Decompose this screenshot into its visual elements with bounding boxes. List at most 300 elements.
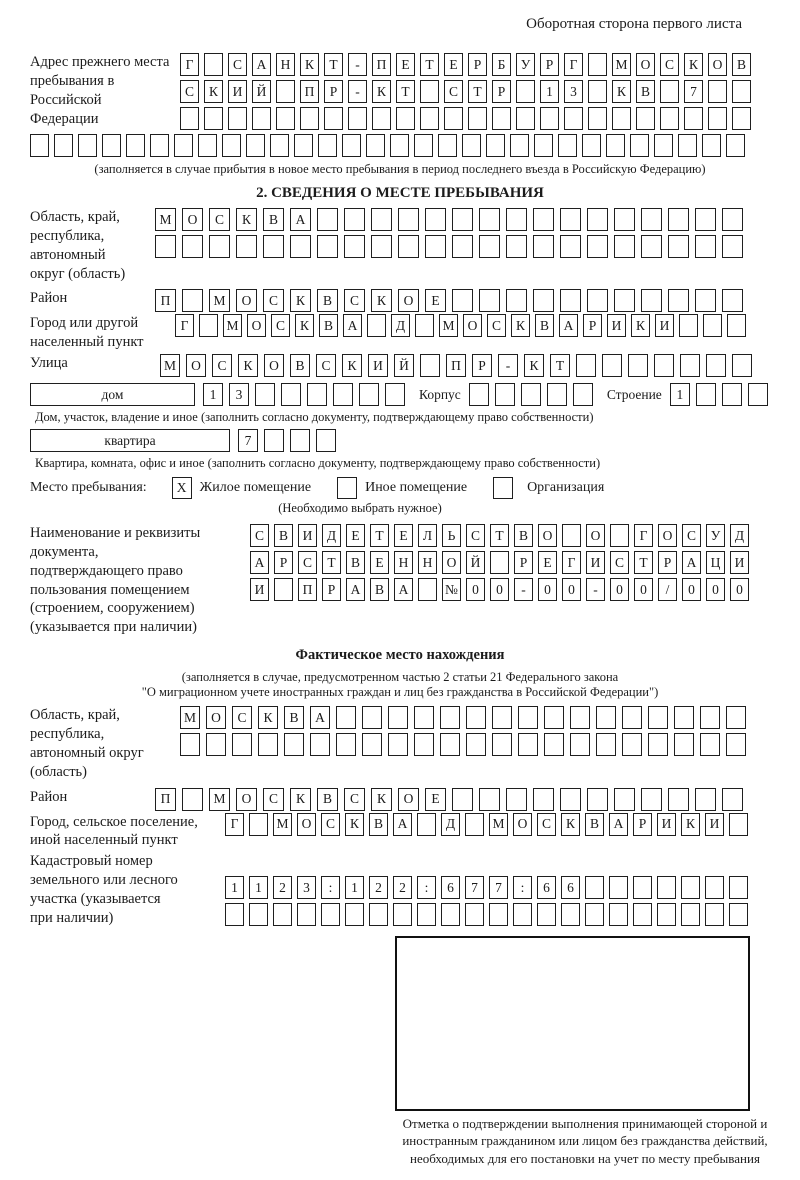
form-cell[interactable] — [452, 289, 473, 312]
form-cell[interactable] — [420, 354, 440, 377]
form-cell[interactable] — [155, 235, 176, 258]
form-cell[interactable]: К — [342, 354, 362, 377]
form-cell[interactable] — [344, 208, 365, 231]
form-cell[interactable] — [78, 134, 97, 157]
form-cell[interactable]: У — [516, 53, 535, 76]
form-cell[interactable]: Т — [420, 53, 439, 76]
form-cell[interactable] — [681, 903, 700, 926]
form-cell[interactable] — [722, 289, 743, 312]
form-cell[interactable]: К — [300, 53, 319, 76]
form-cell[interactable]: 3 — [297, 876, 316, 899]
form-cell[interactable] — [660, 80, 679, 103]
form-cell[interactable] — [490, 551, 509, 574]
form-cell[interactable]: В — [319, 314, 338, 337]
form-cell[interactable] — [612, 107, 631, 130]
form-cell[interactable]: Г — [180, 53, 199, 76]
form-cell[interactable]: - — [348, 53, 367, 76]
form-cell[interactable]: А — [252, 53, 271, 76]
form-cell[interactable] — [414, 134, 433, 157]
form-cell[interactable] — [489, 903, 508, 926]
form-cell[interactable]: И — [250, 578, 269, 601]
form-cell[interactable]: Е — [425, 289, 446, 312]
form-cell[interactable]: М — [273, 813, 292, 836]
form-cell[interactable]: К — [204, 80, 223, 103]
form-cell[interactable] — [204, 107, 223, 130]
form-cell[interactable] — [648, 733, 668, 756]
form-cell[interactable] — [585, 876, 604, 899]
form-cell[interactable] — [465, 813, 484, 836]
form-cell[interactable] — [585, 903, 604, 926]
form-cell[interactable]: С — [660, 53, 679, 76]
form-cell[interactable] — [560, 208, 581, 231]
form-cell[interactable] — [596, 733, 616, 756]
form-cell[interactable] — [492, 107, 511, 130]
form-cell[interactable] — [748, 383, 768, 406]
form-cell[interactable] — [222, 134, 241, 157]
form-cell[interactable] — [679, 314, 698, 337]
form-cell[interactable] — [390, 134, 409, 157]
form-cell[interactable]: К — [295, 314, 314, 337]
form-cell[interactable] — [534, 134, 553, 157]
stay-type-checkbox-0[interactable]: X — [172, 477, 192, 499]
form-cell[interactable] — [726, 134, 745, 157]
form-cell[interactable]: А — [343, 314, 362, 337]
form-cell[interactable]: С — [344, 289, 365, 312]
form-cell[interactable]: А — [346, 578, 365, 601]
form-cell[interactable]: А — [394, 578, 413, 601]
form-cell[interactable] — [633, 876, 652, 899]
form-cell[interactable] — [547, 383, 567, 406]
form-cell[interactable]: А — [310, 706, 330, 729]
form-cell[interactable] — [576, 354, 596, 377]
form-cell[interactable] — [678, 134, 697, 157]
form-cell[interactable] — [695, 289, 716, 312]
form-cell[interactable] — [415, 314, 434, 337]
form-cell[interactable]: К — [681, 813, 700, 836]
form-cell[interactable] — [674, 706, 694, 729]
form-cell[interactable]: Д — [391, 314, 410, 337]
form-cell[interactable] — [641, 235, 662, 258]
form-cell[interactable] — [606, 134, 625, 157]
form-cell[interactable] — [558, 134, 577, 157]
form-cell[interactable]: В — [263, 208, 284, 231]
form-cell[interactable] — [225, 903, 244, 926]
form-cell[interactable] — [506, 788, 527, 811]
form-cell[interactable] — [588, 107, 607, 130]
form-cell[interactable]: Й — [252, 80, 271, 103]
form-cell[interactable]: И — [657, 813, 676, 836]
form-cell[interactable]: Ц — [706, 551, 725, 574]
form-cell[interactable] — [414, 733, 434, 756]
form-cell[interactable] — [727, 314, 746, 337]
form-cell[interactable]: Т — [550, 354, 570, 377]
form-cell[interactable] — [479, 289, 500, 312]
form-cell[interactable]: С — [263, 289, 284, 312]
form-cell[interactable]: 2 — [393, 876, 412, 899]
form-cell[interactable]: О — [398, 788, 419, 811]
form-cell[interactable]: Е — [370, 551, 389, 574]
form-cell[interactable]: С — [537, 813, 556, 836]
form-cell[interactable]: Г — [634, 524, 653, 547]
form-cell[interactable] — [570, 706, 590, 729]
form-cell[interactable] — [540, 107, 559, 130]
form-cell[interactable]: - — [514, 578, 533, 601]
form-cell[interactable] — [396, 107, 415, 130]
form-cell[interactable]: Е — [444, 53, 463, 76]
form-cell[interactable]: Р — [492, 80, 511, 103]
form-cell[interactable]: В — [369, 813, 388, 836]
form-cell[interactable]: В — [585, 813, 604, 836]
form-cell[interactable]: С — [298, 551, 317, 574]
form-cell[interactable]: К — [684, 53, 703, 76]
form-cell[interactable] — [444, 107, 463, 130]
form-cell[interactable]: К — [511, 314, 530, 337]
form-cell[interactable] — [614, 788, 635, 811]
form-cell[interactable] — [252, 107, 271, 130]
form-cell[interactable] — [510, 134, 529, 157]
form-cell[interactable]: А — [609, 813, 628, 836]
form-cell[interactable] — [290, 235, 311, 258]
form-cell[interactable]: И — [368, 354, 388, 377]
form-cell[interactable]: 1 — [540, 80, 559, 103]
form-cell[interactable] — [596, 706, 616, 729]
form-cell[interactable] — [533, 289, 554, 312]
form-cell[interactable] — [708, 107, 727, 130]
form-cell[interactable]: А — [393, 813, 412, 836]
form-cell[interactable] — [518, 733, 538, 756]
form-cell[interactable] — [479, 235, 500, 258]
form-cell[interactable]: 0 — [682, 578, 701, 601]
form-cell[interactable]: М — [612, 53, 631, 76]
form-cell[interactable]: Н — [276, 53, 295, 76]
form-cell[interactable]: Т — [370, 524, 389, 547]
form-cell[interactable]: Е — [538, 551, 557, 574]
form-cell[interactable] — [438, 134, 457, 157]
form-cell[interactable]: С — [250, 524, 269, 547]
form-cell[interactable] — [255, 383, 275, 406]
form-cell[interactable]: Е — [425, 788, 446, 811]
form-cell[interactable] — [276, 80, 295, 103]
form-cell[interactable] — [521, 383, 541, 406]
form-cell[interactable] — [393, 903, 412, 926]
form-cell[interactable]: В — [535, 314, 554, 337]
form-cell[interactable] — [182, 289, 203, 312]
form-cell[interactable] — [729, 876, 748, 899]
form-cell[interactable] — [479, 208, 500, 231]
form-cell[interactable]: П — [155, 788, 176, 811]
form-cell[interactable] — [722, 208, 743, 231]
form-cell[interactable]: К — [371, 788, 392, 811]
form-cell[interactable] — [633, 903, 652, 926]
form-cell[interactable] — [560, 235, 581, 258]
form-cell[interactable]: М — [160, 354, 180, 377]
form-cell[interactable] — [708, 80, 727, 103]
form-cell[interactable] — [722, 383, 742, 406]
form-cell[interactable] — [680, 354, 700, 377]
form-cell[interactable] — [700, 706, 720, 729]
form-cell[interactable] — [385, 383, 405, 406]
form-cell[interactable] — [281, 383, 301, 406]
form-cell[interactable] — [614, 289, 635, 312]
form-cell[interactable]: Р — [583, 314, 602, 337]
form-cell[interactable] — [516, 80, 535, 103]
form-cell[interactable] — [544, 706, 564, 729]
form-cell[interactable]: О — [297, 813, 316, 836]
form-cell[interactable] — [506, 235, 527, 258]
form-cell[interactable]: М — [223, 314, 242, 337]
form-cell[interactable]: О — [538, 524, 557, 547]
form-cell[interactable]: Г — [564, 53, 583, 76]
form-cell[interactable] — [317, 235, 338, 258]
form-cell[interactable]: К — [290, 289, 311, 312]
form-cell[interactable] — [695, 208, 716, 231]
form-cell[interactable]: 0 — [538, 578, 557, 601]
form-cell[interactable]: И — [228, 80, 247, 103]
form-cell[interactable]: О — [636, 53, 655, 76]
form-cell[interactable] — [274, 578, 293, 601]
form-cell[interactable] — [452, 235, 473, 258]
form-cell[interactable] — [609, 903, 628, 926]
form-cell[interactable]: А — [682, 551, 701, 574]
form-cell[interactable] — [614, 235, 635, 258]
form-cell[interactable]: У — [706, 524, 725, 547]
form-cell[interactable]: С — [487, 314, 506, 337]
form-cell[interactable] — [462, 134, 481, 157]
form-cell[interactable]: К — [372, 80, 391, 103]
form-cell[interactable]: 7 — [465, 876, 484, 899]
form-cell[interactable]: Д — [441, 813, 460, 836]
form-cell[interactable] — [732, 80, 751, 103]
form-cell[interactable] — [641, 208, 662, 231]
form-cell[interactable]: С — [610, 551, 629, 574]
form-cell[interactable]: Е — [396, 53, 415, 76]
form-cell[interactable] — [722, 788, 743, 811]
form-cell[interactable]: Й — [466, 551, 485, 574]
form-cell[interactable]: - — [498, 354, 518, 377]
form-cell[interactable]: П — [300, 80, 319, 103]
form-cell[interactable] — [348, 107, 367, 130]
form-cell[interactable]: К — [345, 813, 364, 836]
form-cell[interactable] — [342, 134, 361, 157]
form-cell[interactable]: М — [489, 813, 508, 836]
form-cell[interactable] — [180, 733, 200, 756]
form-cell[interactable]: 7 — [238, 429, 258, 452]
form-cell[interactable]: О — [398, 289, 419, 312]
form-cell[interactable] — [258, 733, 278, 756]
form-cell[interactable]: Н — [418, 551, 437, 574]
form-cell[interactable]: С — [271, 314, 290, 337]
form-cell[interactable] — [228, 107, 247, 130]
form-cell[interactable]: Т — [468, 80, 487, 103]
form-cell[interactable] — [180, 107, 199, 130]
form-cell[interactable] — [206, 733, 226, 756]
form-cell[interactable]: Р — [468, 53, 487, 76]
form-cell[interactable] — [533, 208, 554, 231]
form-cell[interactable] — [276, 107, 295, 130]
form-cell[interactable]: Е — [346, 524, 365, 547]
form-cell[interactable] — [610, 524, 629, 547]
form-cell[interactable] — [628, 354, 648, 377]
form-cell[interactable]: С — [228, 53, 247, 76]
form-cell[interactable] — [700, 733, 720, 756]
form-cell[interactable]: П — [298, 578, 317, 601]
form-cell[interactable]: Г — [562, 551, 581, 574]
form-cell[interactable]: С — [344, 788, 365, 811]
form-cell[interactable]: К — [561, 813, 580, 836]
form-cell[interactable] — [588, 53, 607, 76]
form-cell[interactable] — [418, 578, 437, 601]
form-cell[interactable]: П — [446, 354, 466, 377]
form-cell[interactable] — [441, 903, 460, 926]
form-cell[interactable]: Р — [514, 551, 533, 574]
form-cell[interactable] — [573, 383, 593, 406]
form-cell[interactable] — [398, 208, 419, 231]
form-cell[interactable]: Т — [322, 551, 341, 574]
form-cell[interactable] — [641, 289, 662, 312]
form-cell[interactable]: С — [466, 524, 485, 547]
form-cell[interactable] — [513, 903, 532, 926]
form-cell[interactable] — [668, 208, 689, 231]
form-cell[interactable]: О — [206, 706, 226, 729]
form-cell[interactable]: Т — [396, 80, 415, 103]
form-cell[interactable] — [668, 289, 689, 312]
form-cell[interactable] — [371, 235, 392, 258]
form-cell[interactable] — [564, 107, 583, 130]
form-cell[interactable] — [705, 876, 724, 899]
form-cell[interactable]: И — [655, 314, 674, 337]
form-cell[interactable]: Ь — [442, 524, 461, 547]
form-cell[interactable] — [479, 788, 500, 811]
form-cell[interactable] — [561, 903, 580, 926]
form-cell[interactable] — [486, 134, 505, 157]
form-cell[interactable]: 3 — [229, 383, 249, 406]
form-cell[interactable] — [654, 354, 674, 377]
form-cell[interactable] — [290, 429, 310, 452]
form-cell[interactable]: О — [186, 354, 206, 377]
form-cell[interactable]: И — [586, 551, 605, 574]
form-cell[interactable] — [587, 289, 608, 312]
form-cell[interactable] — [452, 788, 473, 811]
form-cell[interactable]: К — [258, 706, 278, 729]
form-cell[interactable]: С — [212, 354, 232, 377]
form-cell[interactable]: В — [636, 80, 655, 103]
form-cell[interactable]: С — [232, 706, 252, 729]
form-cell[interactable] — [246, 134, 265, 157]
form-cell[interactable]: Р — [324, 80, 343, 103]
form-cell[interactable] — [533, 788, 554, 811]
form-cell[interactable] — [321, 903, 340, 926]
form-cell[interactable]: В — [290, 354, 310, 377]
form-cell[interactable]: А — [290, 208, 311, 231]
form-cell[interactable]: Г — [175, 314, 194, 337]
form-cell[interactable] — [367, 314, 386, 337]
form-cell[interactable]: М — [209, 289, 230, 312]
form-cell[interactable]: С — [682, 524, 701, 547]
form-cell[interactable] — [372, 107, 391, 130]
form-cell[interactable]: Й — [394, 354, 414, 377]
form-cell[interactable] — [310, 733, 330, 756]
form-cell[interactable]: В — [274, 524, 293, 547]
form-cell[interactable] — [469, 383, 489, 406]
form-cell[interactable] — [726, 733, 746, 756]
form-cell[interactable]: Е — [394, 524, 413, 547]
form-cell[interactable]: : — [321, 876, 340, 899]
form-cell[interactable] — [199, 314, 218, 337]
form-cell[interactable] — [588, 80, 607, 103]
form-cell[interactable] — [388, 733, 408, 756]
form-cell[interactable]: Р — [658, 551, 677, 574]
form-cell[interactable] — [236, 235, 257, 258]
form-cell[interactable]: В — [317, 289, 338, 312]
form-cell[interactable] — [657, 903, 676, 926]
form-cell[interactable]: 7 — [489, 876, 508, 899]
form-cell[interactable] — [562, 524, 581, 547]
form-cell[interactable] — [420, 107, 439, 130]
form-cell[interactable]: К — [631, 314, 650, 337]
form-cell[interactable]: 1 — [203, 383, 223, 406]
form-cell[interactable]: О — [247, 314, 266, 337]
form-cell[interactable] — [533, 235, 554, 258]
form-cell[interactable]: 0 — [706, 578, 725, 601]
form-cell[interactable] — [660, 107, 679, 130]
form-cell[interactable]: 0 — [466, 578, 485, 601]
form-cell[interactable] — [703, 314, 722, 337]
form-cell[interactable]: 2 — [273, 876, 292, 899]
form-cell[interactable] — [284, 733, 304, 756]
form-cell[interactable]: М — [180, 706, 200, 729]
form-cell[interactable] — [30, 134, 49, 157]
form-cell[interactable]: Т — [490, 524, 509, 547]
form-cell[interactable]: О — [442, 551, 461, 574]
form-cell[interactable] — [440, 733, 460, 756]
form-cell[interactable] — [495, 383, 515, 406]
form-cell[interactable] — [706, 354, 726, 377]
form-cell[interactable] — [722, 235, 743, 258]
form-cell[interactable] — [657, 876, 676, 899]
form-cell[interactable] — [537, 903, 556, 926]
form-cell[interactable] — [414, 706, 434, 729]
form-cell[interactable] — [324, 107, 343, 130]
form-cell[interactable] — [681, 876, 700, 899]
form-cell[interactable] — [425, 208, 446, 231]
form-cell[interactable]: К — [371, 289, 392, 312]
form-cell[interactable] — [648, 706, 668, 729]
form-cell[interactable] — [425, 235, 446, 258]
form-cell[interactable] — [317, 208, 338, 231]
form-cell[interactable]: О — [236, 289, 257, 312]
form-cell[interactable]: М — [209, 788, 230, 811]
form-cell[interactable] — [174, 134, 193, 157]
form-cell[interactable] — [729, 813, 748, 836]
form-cell[interactable] — [300, 107, 319, 130]
form-cell[interactable]: 0 — [562, 578, 581, 601]
form-cell[interactable] — [622, 733, 642, 756]
form-cell[interactable]: М — [155, 208, 176, 231]
form-cell[interactable]: 6 — [561, 876, 580, 899]
form-cell[interactable]: 1 — [225, 876, 244, 899]
form-cell[interactable] — [336, 733, 356, 756]
stay-type-checkbox-2[interactable] — [493, 477, 513, 499]
form-cell[interactable] — [209, 235, 230, 258]
form-cell[interactable]: Т — [634, 551, 653, 574]
form-cell[interactable]: 7 — [684, 80, 703, 103]
form-cell[interactable]: С — [209, 208, 230, 231]
form-cell[interactable] — [466, 733, 486, 756]
form-cell[interactable] — [468, 107, 487, 130]
form-cell[interactable]: К — [612, 80, 631, 103]
form-cell[interactable]: О — [513, 813, 532, 836]
form-cell[interactable]: Р — [274, 551, 293, 574]
